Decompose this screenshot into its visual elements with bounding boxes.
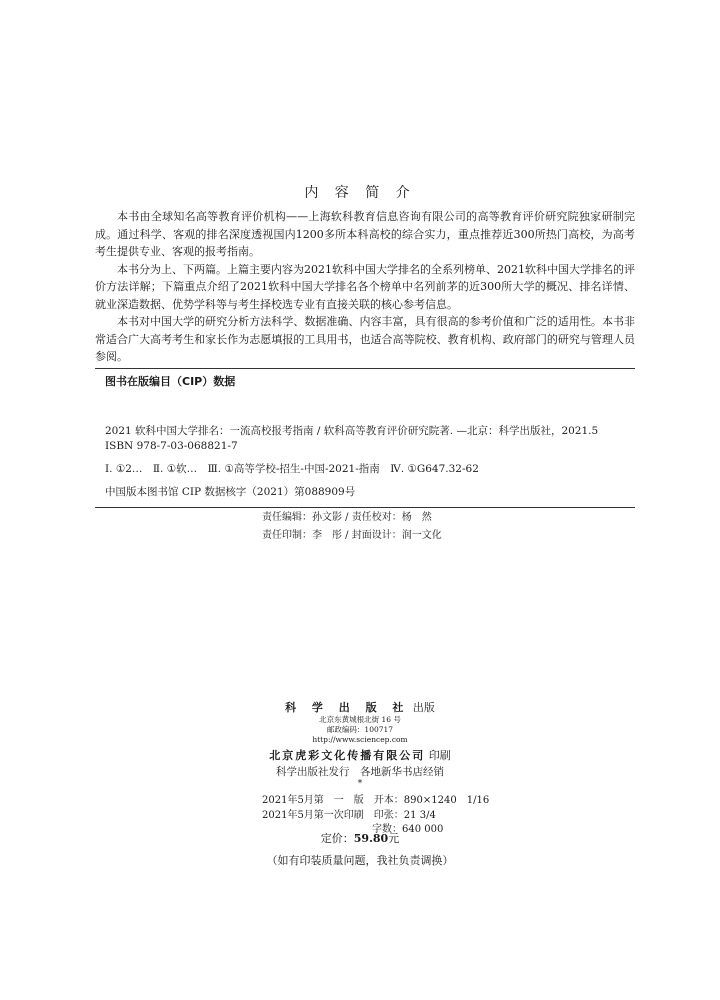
price-unit: 元: [388, 832, 400, 845]
word-count: 字数：640 000: [372, 824, 444, 835]
publisher-line: [0, 699, 720, 715]
quality-note: （如有印装质量问题，我社负责调换）: [266, 854, 454, 867]
price-line: [0, 830, 720, 846]
publisher-address: 北京东黄城根北街 16 号: [319, 715, 401, 724]
cip-classification: Ⅰ. ①2… Ⅱ. ①软… Ⅲ. ①高等学校-招生-中国-2021-指南 Ⅳ. ①G647.32-62: [105, 463, 479, 475]
separator-star: *: [357, 779, 363, 789]
cip-top-rule: [95, 368, 635, 369]
cip-isbn: ISBN 978-7-03-068821-7: [105, 440, 238, 452]
printer-name: 北京虎彩文化传播有限公司: [269, 749, 426, 762]
cip-number: 中国版本图书馆 CIP 数据核字（2021）第088909号: [105, 486, 356, 498]
printer-line: [0, 747, 720, 763]
cip-title-line: 2021 软科中国大学排名：一流高校报考指南 / 软科高等教育评价研究院著. —北京：科学出版社，2021.5: [105, 425, 599, 437]
publisher-website: http://www.sciencep.com: [312, 735, 408, 744]
summary-paragraph-2: 本书分为上、下两篇。上篇主要内容为2021软科中国大学排名的全系列榜单、2021软科中国大学排名的评价方法详解；下篇重点介绍了2021软科中国大学排名各个榜单中名列前茅的近300所大学的概况、排名详情、就业深造数据、优势学科等与考生择校选专业有直接关联的核心参考信息。: [95, 262, 635, 311]
price-label: 定价：: [320, 832, 354, 845]
distribution-line: 科学出版社发行 各地新华书店经销: [276, 766, 444, 778]
production-credits: 责任印制：李 彤 / 封面设计：润一文化: [262, 530, 442, 541]
publisher-suffix: 出版: [412, 701, 435, 714]
printer-suffix: 印刷: [428, 749, 451, 762]
summary-title: 内 容 简 介: [304, 185, 416, 201]
cip-heading: 图书在版编目（CIP）数据: [105, 375, 236, 388]
editor-credits: 责任编辑：孙文影 / 责任校对：杨 然: [262, 512, 432, 523]
summary-body: [95, 208, 635, 366]
publisher-postcode: 邮政编码：100717: [326, 725, 394, 734]
edition-format: 2021年5月第 一 版 开本：890×1240 1/16: [262, 795, 490, 806]
summary-paragraph-3: 本书对中国大学的研究分析方法科学、数据准确、内容丰富，具有很高的参考价值和广泛的适用性。本书非常适合广大高考考生和家长作为志愿填报的工具用书，也适合高等院校、教育机构、政府部门的研究与管理人员参阅。: [95, 315, 635, 363]
printing-info: 2021年5月第一次印刷 印张：21 3/4: [262, 810, 436, 821]
publisher-name: 科 学 出 版 社: [285, 701, 410, 714]
summary-paragraph-1: 本书由全球知名高等教育评价机构——上海软科教育信息咨询有限公司的高等教育评价研究院独家研制完成。通过科学、客观的排名深度透视国内1200多所本科高校的综合实力，重点推荐近300所热门高校，为高考考生提供专业、客观的报考指南。: [95, 210, 635, 258]
price-value: 59.80: [353, 832, 389, 845]
